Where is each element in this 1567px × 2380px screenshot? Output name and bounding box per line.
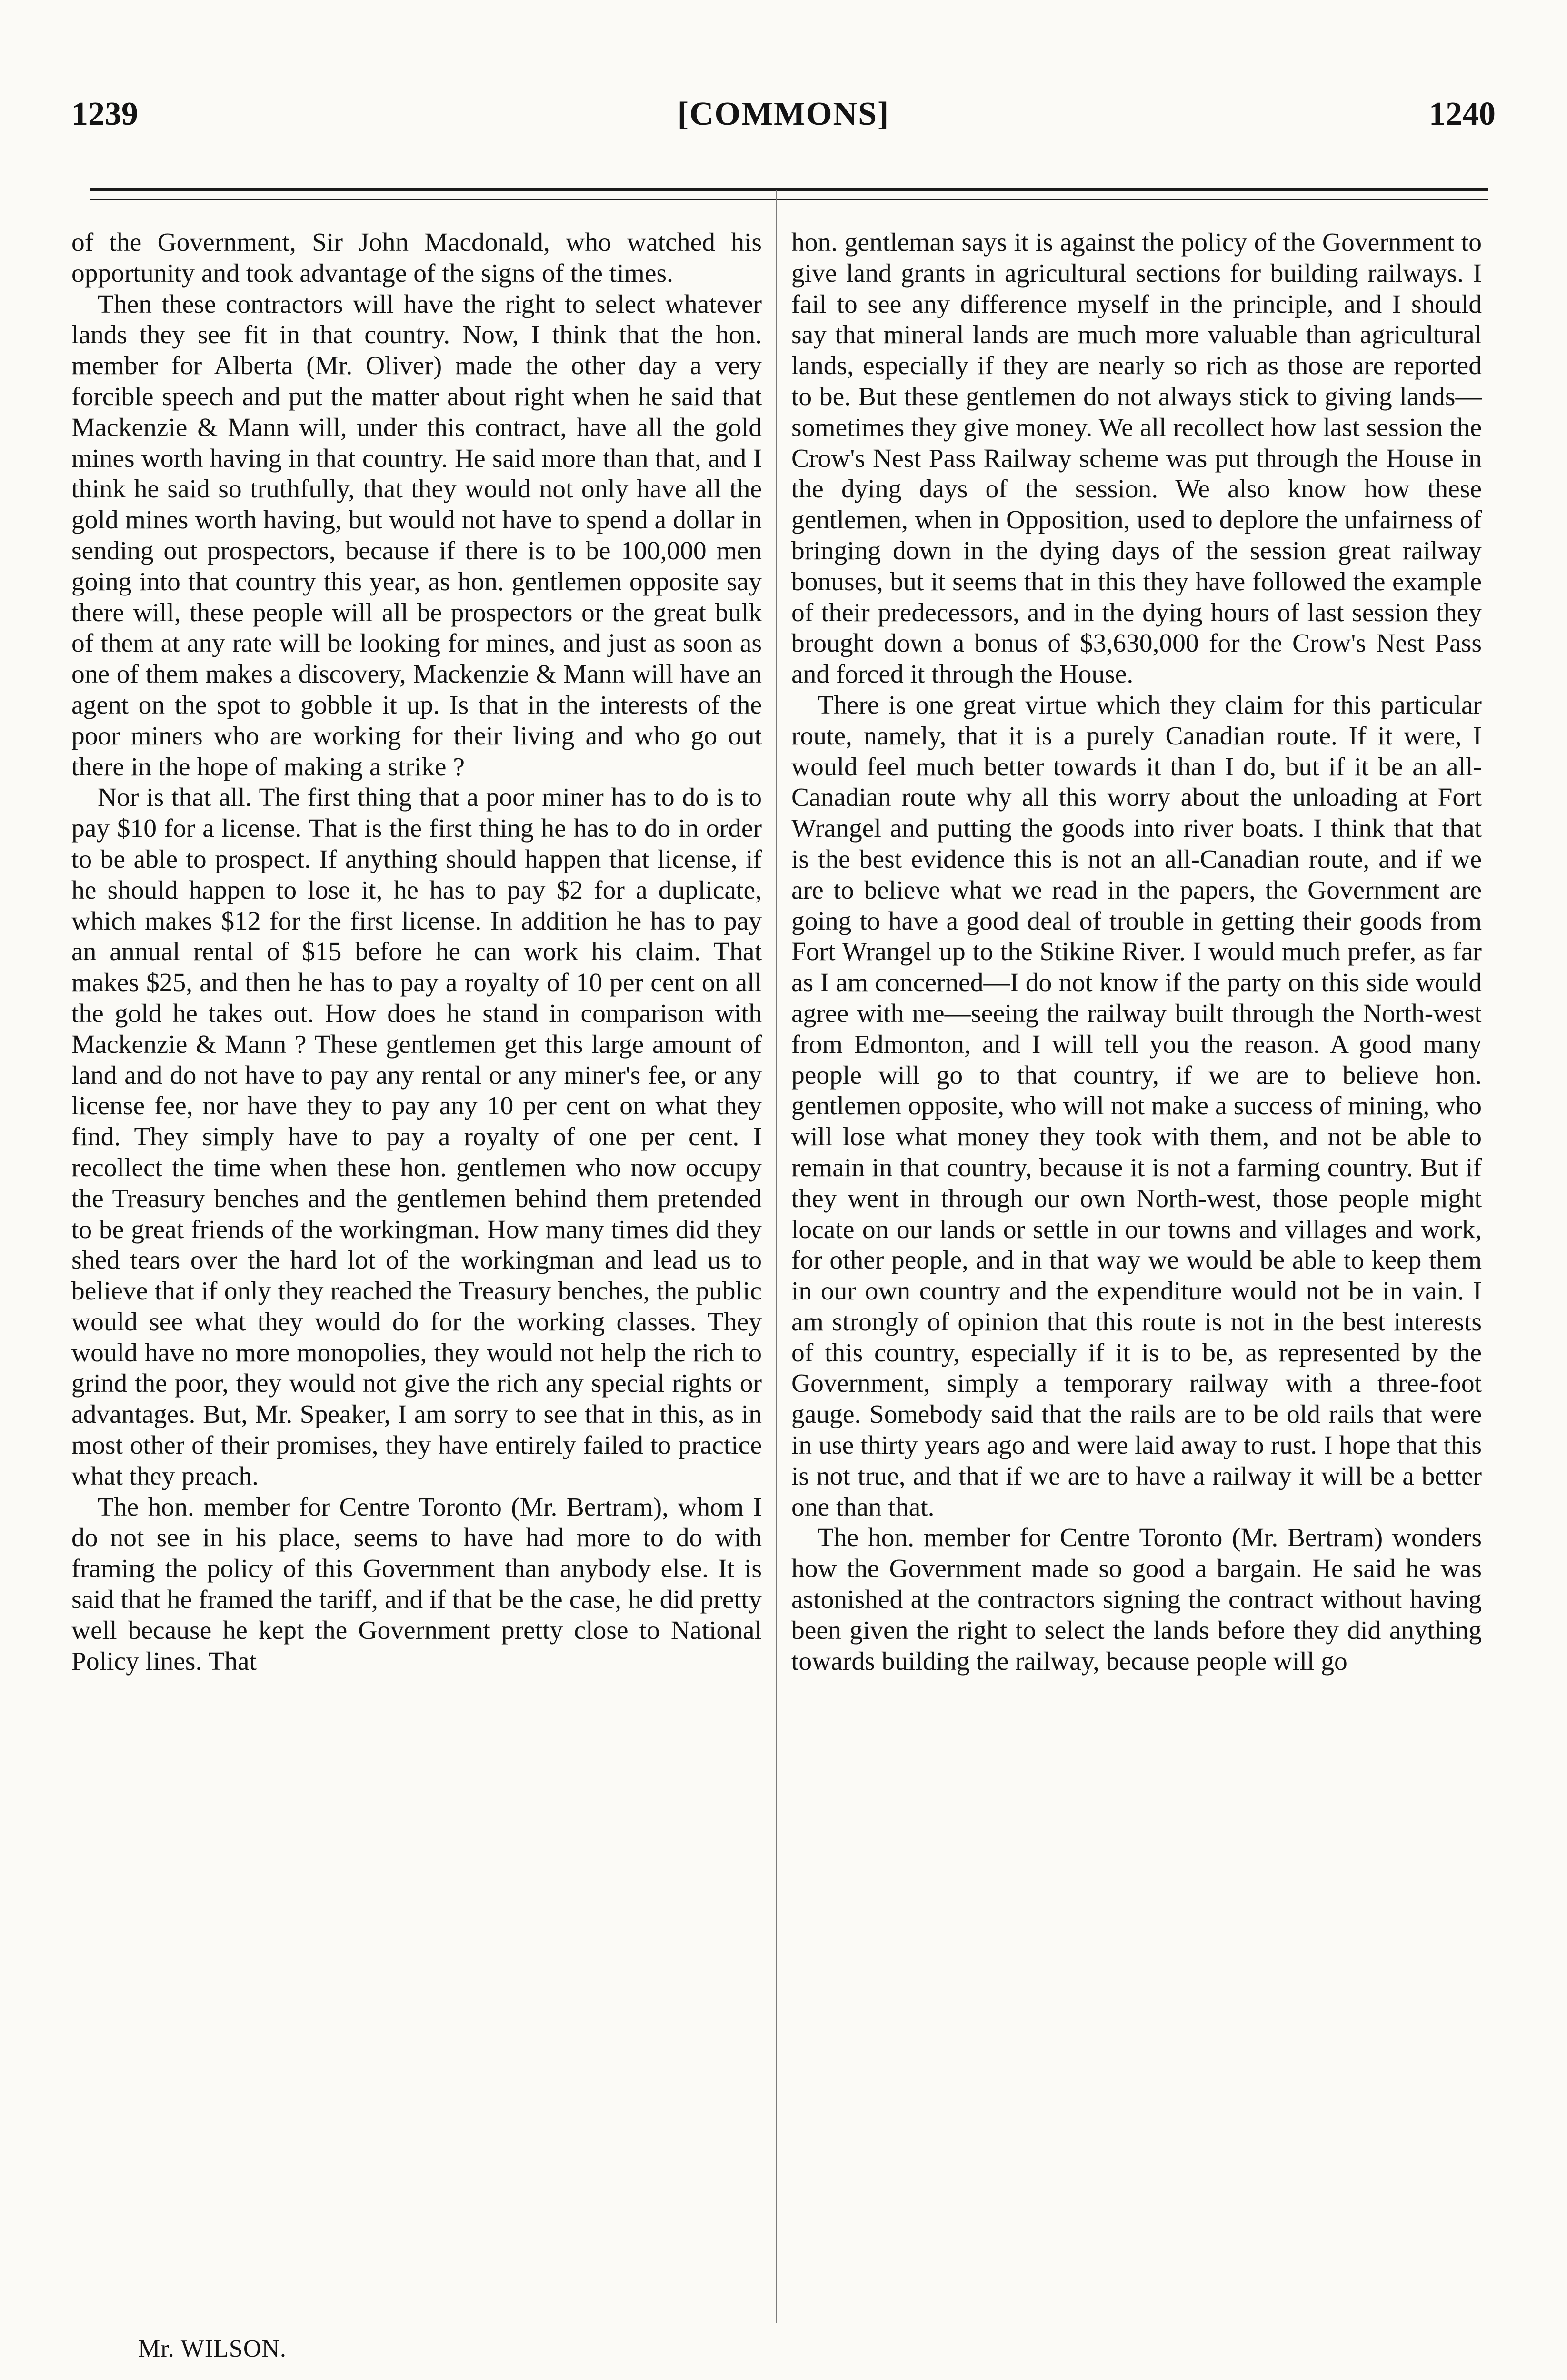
paragraph: The hon. member for Centre Toronto (Mr. Bertram) wonders how the Government made so good a bargain. He said he was astonished at the contractors signing the contract without having been given the right to select the lands before they did anything towards building the railway, because people will go bbox=[791, 1523, 1482, 1676]
paragraph: Then these contractors will have the right to select whatever lands they see fit in that country. Now, I think that the hon. member for Alberta (Mr. Oliver) made the other day a very forcible speech and put the matter about right when he said that Mackenzie & Mann will, under this contract, have all the gold mines worth having in that country. He said more than that, and I think he said so truthfully, that they would not only have all the gold mines worth having, but would not have to spend a dollar in sending out prospectors, because if there is to be 100,000 men going into that country this year, as hon. gentlemen opposite say there will, these people will all be prospectors or the great bulk of them at any rate will be looking for mines, and just as soon as one of them makes a discovery, Mackenzie & Mann will have an agent on the spot to gobble it up. Is that in the interests of the poor miners who are working for their living and who go out there in the hope of making a strike ? bbox=[71, 289, 762, 782]
paragraph: There is one great virtue which they claim for this particular route, namely, that it is a purely Canadian route. If it were, I would feel much better towards it than I do, but if it be an all-Canadian route why all this worry about the unloading at Fort Wrangel and putting the goods into river boats. I think that that is the best evidence this is not an all-Canadian route, and if we are to believe what we read in the papers, the Government are going to have a good deal of trouble in getting their goods from Fort Wrangel up to the Stikine River. I would much prefer, as far as I am concerned—I do not know if the party on this side would agree with me—seeing the railway built through the North-west from Edmonton, and I will tell you the reason. A good many people will go to that country, if we are to believe hon. gentlemen opposite, who will not make a success of mining, who will lose what money they took with them, and not be able to remain in that country, because it is not a farming country. But if they went in through our own North-west, those people might locate on our lands or settle in our towns and villages and work, for other people, and in that way we would be able to keep them in our own country and the expenditure would not be in vain. I am strongly of opinion that this route is not in the best interests of this country, especially if it is to be, as represented by the Government, simply a temporary railway with a three-foot gauge. Somebody said that the rails are to be old rails that were in use thirty years ago and were laid away to rust. I hope that this is not true, and that if we are to have a railway it will be a better one than that. bbox=[791, 690, 1482, 1522]
page-number-right: 1240 bbox=[1429, 96, 1496, 132]
column-divider bbox=[776, 190, 777, 2323]
speaker-signature: Mr. WILSON. bbox=[138, 2335, 287, 2362]
paragraph: of the Government, Sir John Macdonald, who watched his opportunity and took advantage of the signs of the times. bbox=[71, 228, 762, 288]
paragraph: hon. gentleman says it is against the policy of the Government to give land grants in agricultural sections for building railways. I fail to see any difference myself in the principle, and I should say that mineral lands are much more valuable than agricultural lands, especially if they are nearly so rich as those are reported to be. But these gentlemen do not always stick to giving lands—sometimes they give money. We all recollect how last session the Crow's Nest Pass Railway scheme was put through the House in the dying days of the session. We also know how these gentlemen, when in Opposition, used to deplore the unfairness of bringing down in the dying days of the session great railway bonuses, but it seems that in this they have followed the example of their predecessors, and in the dying hours of last session they brought down a bonus of $3,630,000 for the Crow's Nest Pass and forced it through the House. bbox=[791, 228, 1482, 689]
left-column bbox=[71, 228, 762, 1677]
page-header-title: [COMMONS] bbox=[677, 96, 890, 132]
paragraph: Nor is that all. The first thing that a poor miner has to do is to pay $10 for a license. That is the first thing he has to do in order to be able to prospect. If anything should happen that license, if he should happen to lose it, he has to pay $2 for a duplicate, which makes $12 for the first license. In addition he has to pay an annual rental of $15 before he can work his claim. That makes $25, and then he has to pay a royalty of 10 per cent on all the gold he takes out. How does he stand in comparison with Mackenzie & Mann ? These gentlemen get this large amount of land and do not have to pay any rental or any miner's fee, or any license fee, nor have they to pay any 10 per cent on what they find. They simply have to pay a royalty of one per cent. I recollect the time when these hon. gentlemen who now occupy the Treasury benches and the gentlemen behind them pretended to be great friends of the workingman. How many times did they shed tears over the hard lot of the workingman and lead us to believe that if only they reached the Treasury benches, the public would see what they would do for the working classes. They would have no more monopolies, they would not help the rich to grind the poor, they would not give the rich any special rights or advantages. But, Mr. Speaker, I am sorry to see that in this, as in most other of their promises, they have entirely failed to practice what they preach. bbox=[71, 783, 762, 1491]
header-rule-thin bbox=[90, 199, 1488, 200]
page-number-left: 1239 bbox=[71, 96, 138, 132]
right-column bbox=[791, 228, 1482, 1677]
paragraph: The hon. member for Centre Toronto (Mr. Bertram), whom I do not see in his place, seems to have had more to do with framing the policy of this Government than anybody else. It is said that he framed the tariff, and if that be the case, he did pretty well because he kept the Government pretty close to National Policy lines. That bbox=[71, 1492, 762, 1676]
header-rule-thick bbox=[90, 188, 1488, 191]
